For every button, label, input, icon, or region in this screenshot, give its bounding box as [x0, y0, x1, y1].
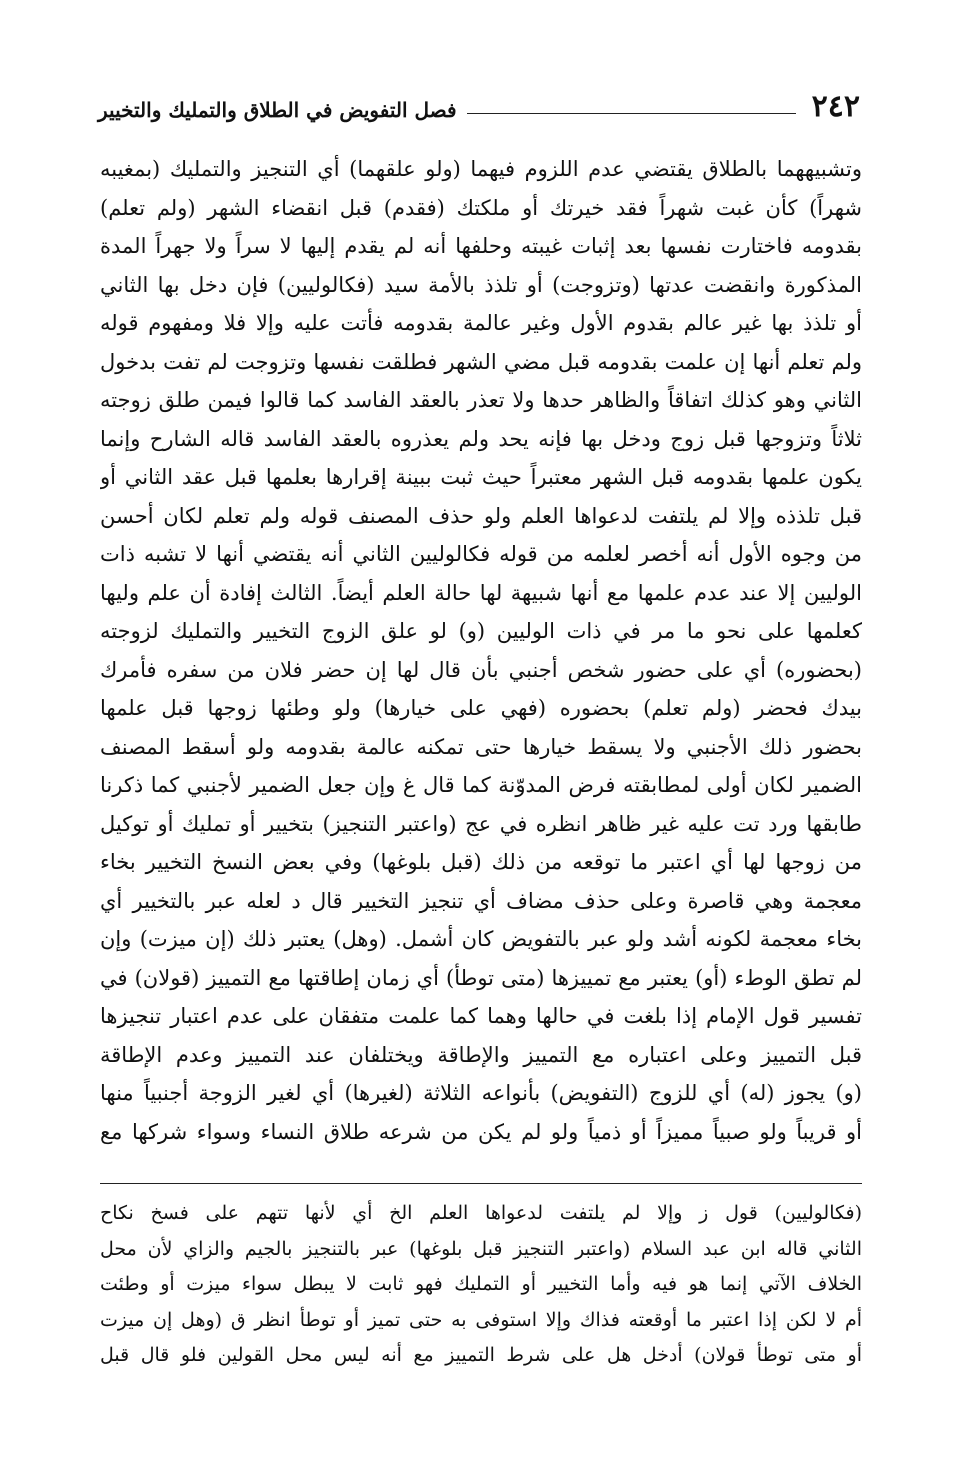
- text-line: ولم تعلم أنها إن علمت بقدومه قبل مضي الشهر فطلقت نفسها وتزوجت لم تفت بدخول: [100, 349, 862, 374]
- text-line: قبل التمييز وعلى اعتباره مع التمييز والإطاقة ويختلفان عند التمييز وعدم الإطاقة: [100, 1042, 862, 1067]
- page-number: ٢٤٢: [811, 89, 860, 124]
- running-title: فصل التفويض في الطلاق والتمليك والتخيير: [98, 98, 457, 122]
- text-line: طابقها ورد تت عليه غير ظاهر انظره في عج (واعتبر التنجيز) بتخيير أو تمليك أو توكيل: [100, 811, 862, 836]
- text-line: بقدومه فاختارت نفسها بعد إثبات غيبته وحلفها أنه لم يقدم إليها لا سراً ولا جهراً المدة: [100, 234, 862, 258]
- footnotes: [100, 1196, 862, 1374]
- page-header: [98, 86, 860, 122]
- text-line: قبل تلذذه وإلا لم يلتفت لدعواها العلم ولو حذف المصنف قوله ولم تعلم لكان أحسن: [100, 503, 862, 528]
- footnote-line: أو متى توطأ قولان) أدخل هل على شرط التمييز مع أنه ليس محل القولين فلو قال قبل: [100, 1344, 862, 1366]
- text-line: ثلاثاً وتزوجها قبل زوج ودخل بها فإنه يحد ولم يعذروه بالعقد الفاسد قاله الشارح وإنما: [100, 426, 862, 451]
- text-line: بخاء معجمة لكونه أشد ولو عبر بالتفويض كان أشمل. (وهل) يعتبر ذلك (إن ميزت) وإن: [100, 927, 862, 951]
- text-line: أو قريباً ولو صبياً مميزاً أو ذمياً ولو لم يكن من شرعه طلاق النساء وسواء شركها مع: [100, 1119, 862, 1144]
- text-line: بحضور ذلك الأجنبي ولا يسقط خيارها حتى تمكنه عالمة بقدومه ولو أسقط المصنف: [100, 734, 862, 759]
- footnote-separator: [100, 1183, 862, 1184]
- text-line: المذكورة وانقضت عدتها (وتزوجت) أو تلذذ بالأمة سيد (فكالوليين) فإن دخل بها الثاني: [100, 272, 862, 297]
- text-line: الضمير لكان أولى لمطابقته فرض المدوّنة كما قال غ وإن جعل الضمير لأجنبي كما ذكرنا: [100, 773, 862, 797]
- footnote-line: أم لا لكن إذا اعتبر ما أوقعته فذاك وإلا استوفى به حتى تميز أو توطأ انظر ق (وهل إن ميزت: [100, 1308, 862, 1331]
- text-line: تفسير قول الإمام إذا بلغت في حالها وهما كما علمت متفقان على عدم اعتبار تنجيزها: [100, 1004, 862, 1028]
- footnote-line: (فكالوليين) قول ز وإلا لم يلتفت لدعواها العلم الخ أي لأنها تتهم على فسخ نكاح: [100, 1202, 862, 1224]
- text-line: كعلمها على نحو ما مر في ذات الوليين (و) لو علق الزوج التخيير والتمليك لزوجته: [100, 619, 862, 643]
- text-line: بيدك فحضر (ولم تعلم) بحضوره (فهي على خيارها) ولو وطئها زوجها قبل علمها: [100, 696, 862, 720]
- text-line: من وجوه الأول أنه أخصر لعلمه من قوله فكالوليين الثاني أنه يقتضي أنها لا تشبه ذات: [100, 542, 862, 566]
- text-line: (بحضوره) أي على حضور شخص أجنبي بأن قال لها إن حضر فلان من سفره فأمرك: [100, 657, 862, 682]
- text-line: لم تطق الوطء (أو) يعتبر مع تمييزها (متى توطأ) أي زمان إطاقتها مع التمييز (قولان) في: [100, 965, 862, 990]
- text-line: أو تلذذ بها غير عالم بقدوم الأول وغير عالمة بقدومه فأتت عليه وإلا فلا ومفهوم قوله: [100, 311, 862, 335]
- text-line: الثاني وهو كذلك اتفاقاً والظاهر حدها ولا تعذر بالعقد الفاسد كما قالوا فيمن طلق زوجته: [100, 388, 862, 412]
- header-rule: [467, 113, 796, 114]
- text-line: وتشبيههما بالطلاق يقتضي عدم اللزوم فيهما (ولو علقهما) أي التنجيز والتمليك (بمغيبه: [100, 157, 862, 181]
- text-line: شهراً) كأن غبت شهراً فقد خيرتك أو ملكتك (فقدم) قبل انقضاء الشهر (ولم تعلم): [100, 195, 862, 220]
- text-line: يكون علمها بقدومه قبل الشهر معتبراً حيث ثبت ببينة إقرارها بعلمها قبل عقد الثاني أو: [100, 465, 862, 489]
- footnote-line: الخلاف الآتي إنما هو فيه وأما التخيير أو التمليك فهو ثابت لا يبطل سواء ميزت أو وطئت: [100, 1273, 862, 1295]
- text-line: الوليين إلا عند عدم علمها مع أنها شبيهة لها حالة العلم أيضاً. الثالث إفادة أن علم وليها: [100, 580, 862, 605]
- text-line: (و) يجوز (له) أي للزوج (التفويض) بأنواعه الثلاثة (لغيرها) أي لغير الزوجة أجنبياً منها: [100, 1081, 862, 1105]
- text-line: من زوجها لها أي اعتبر ما توقعه من ذلك (قبل بلوغها) وفي بعض النسخ التخيير بخاء: [100, 850, 862, 874]
- text-line: معجمة وهي قاصرة وعلى حذف مضاف أي تنجيز التخيير قال د لعله عبر بالتخيير أي: [100, 888, 862, 913]
- main-text: [100, 150, 862, 1151]
- footnote-line: الثاني قاله ابن عبد السلام (واعتبر التنجيز قبل بلوغها) عبر بالتنجيز بالجيم والزاي لأن محل: [100, 1237, 862, 1260]
